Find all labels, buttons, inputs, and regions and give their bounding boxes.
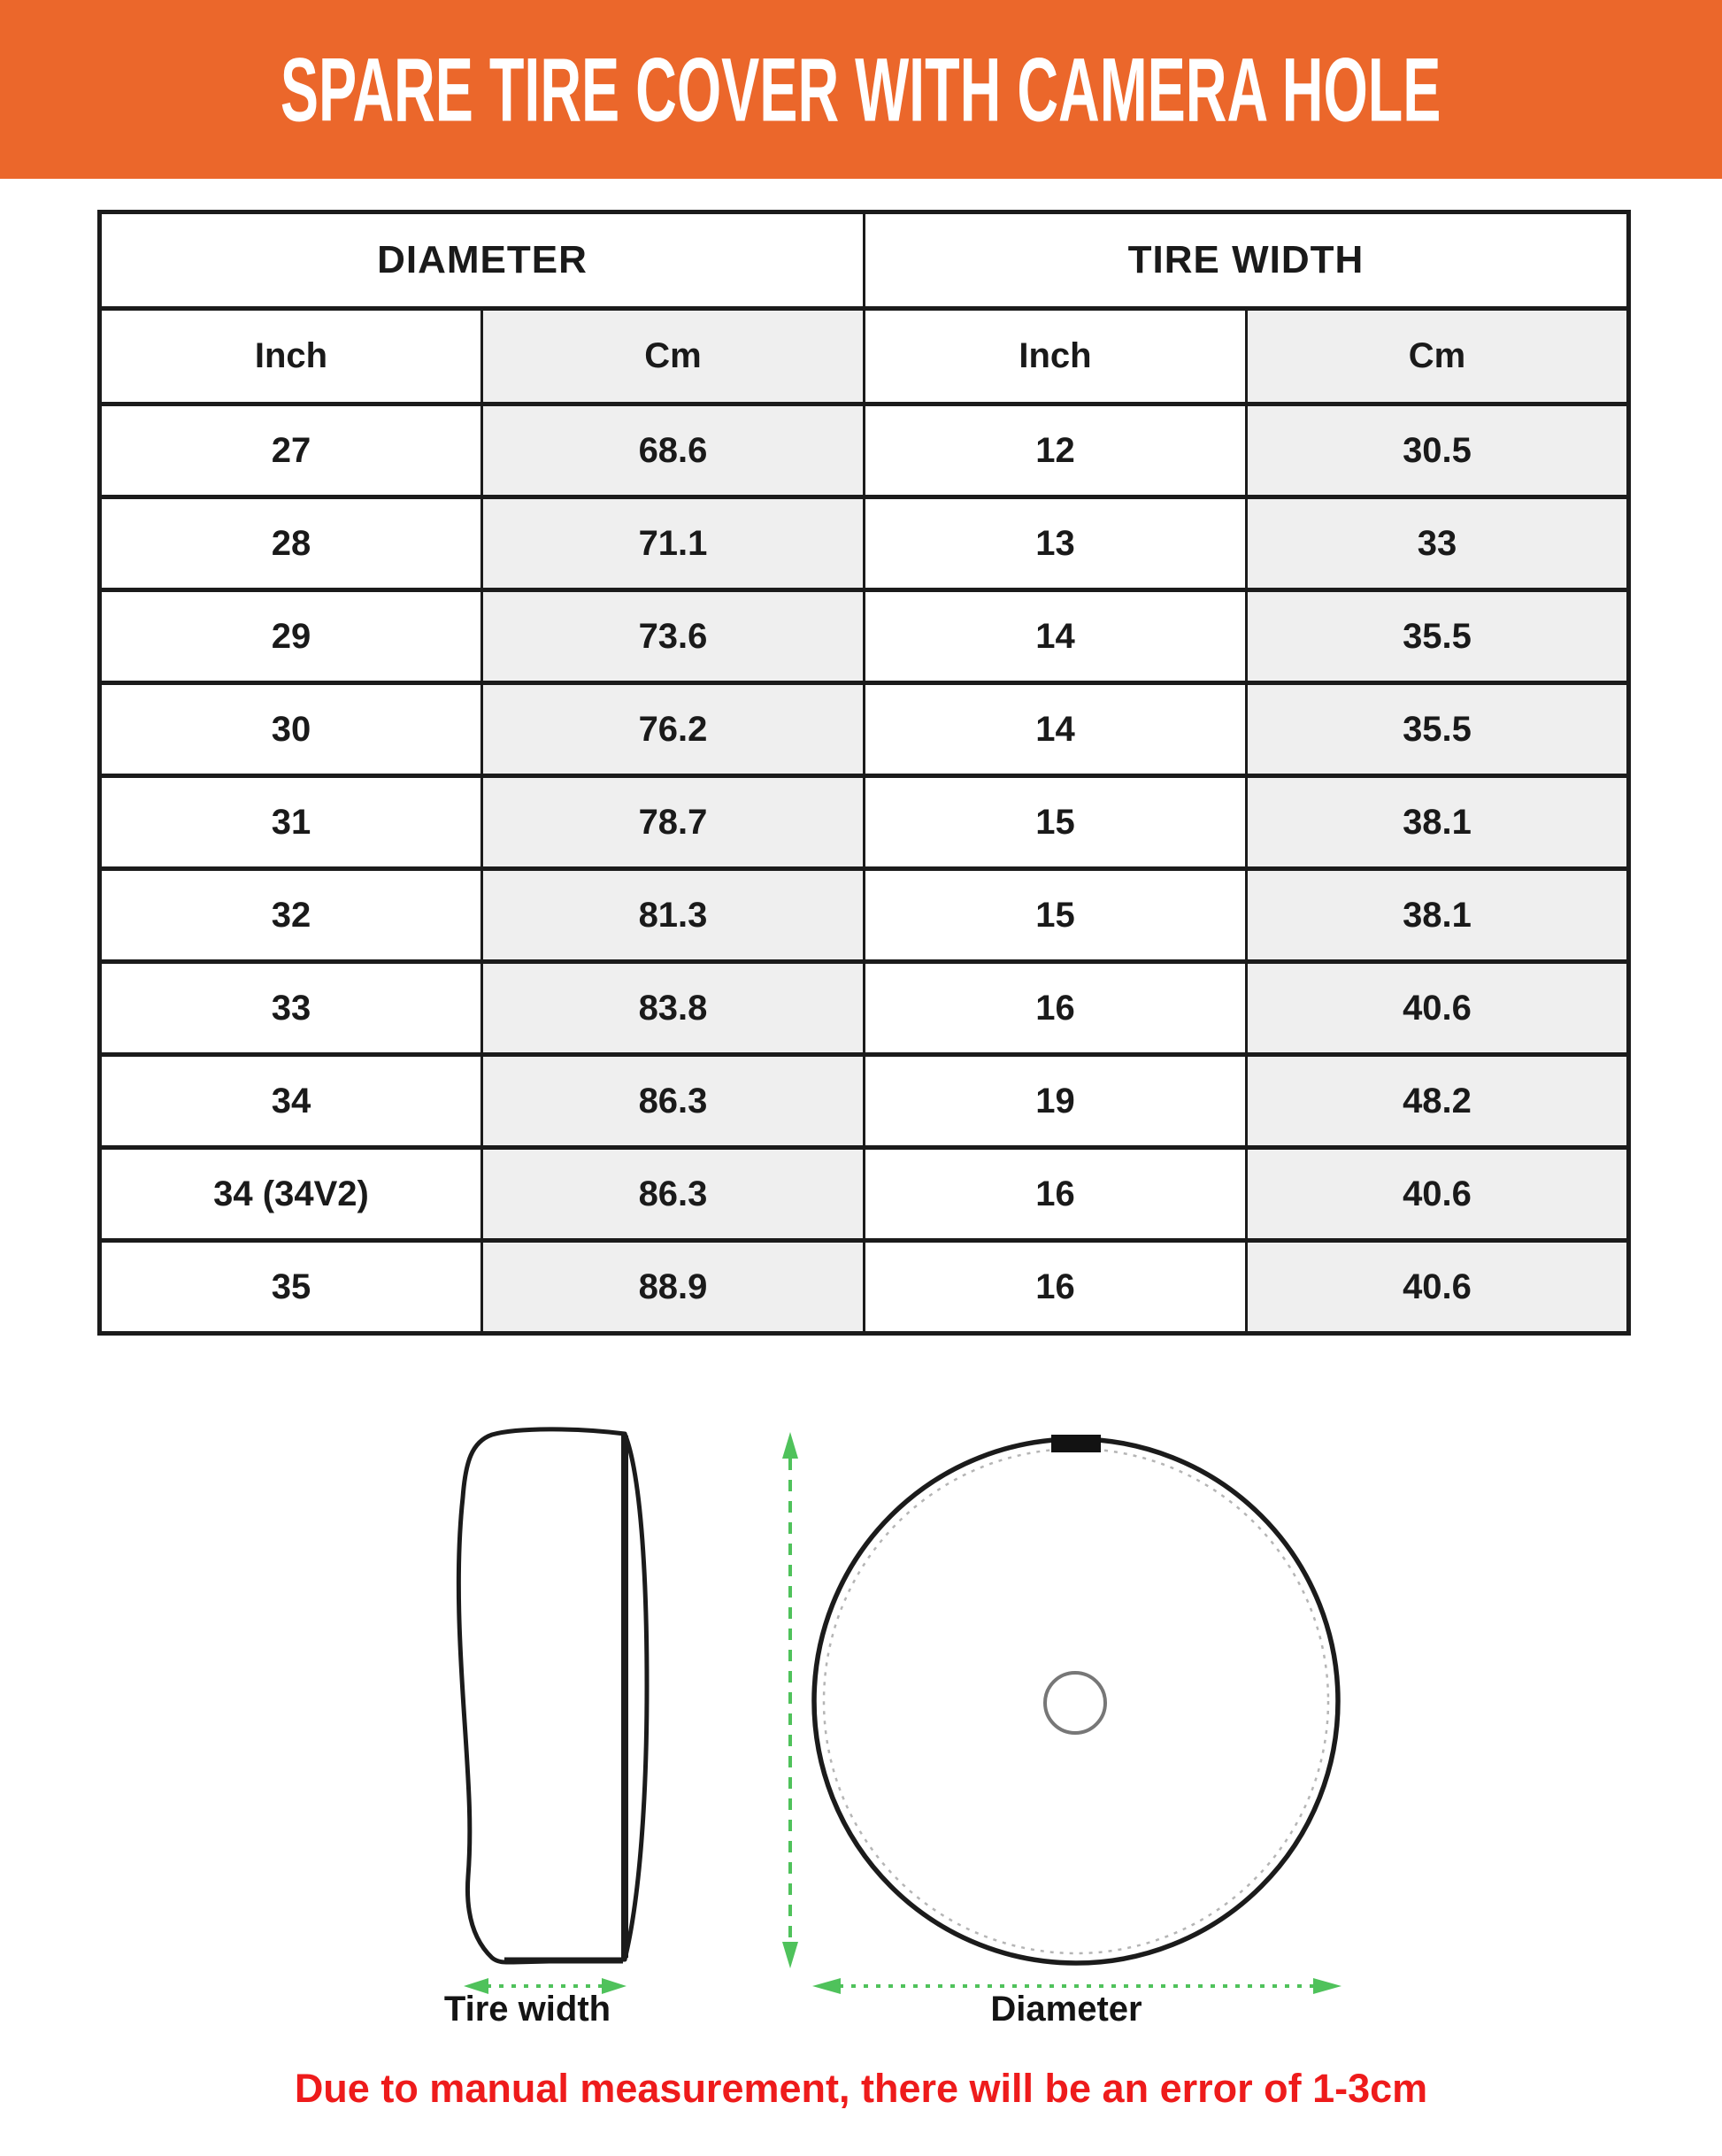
width-cm-cell: 30.5	[1247, 404, 1629, 497]
diameter-cm-cell: 68.6	[482, 404, 865, 497]
column-header-inch: Inch	[100, 309, 482, 404]
diameter-cm-cell: 73.6	[482, 590, 865, 683]
diameter-inch-cell: 27	[100, 404, 482, 497]
diameter-inch-cell: 31	[100, 776, 482, 869]
width-inch-cell: 14	[865, 683, 1247, 776]
width-inch-cell: 14	[865, 590, 1247, 683]
width-inch-cell: 19	[865, 1055, 1247, 1148]
group-header-diameter: DIAMETER	[100, 212, 865, 309]
width-cm-cell: 38.1	[1247, 776, 1629, 869]
width-inch-cell: 15	[865, 869, 1247, 962]
table-row	[100, 776, 1629, 869]
diameter-cm-cell: 76.2	[482, 683, 865, 776]
table-row	[100, 962, 1629, 1055]
diameter-cm-cell: 86.3	[482, 1055, 865, 1148]
table-row	[100, 497, 1629, 590]
measurement-error-note: Due to manual measurement, there will be an error of 1-3cm	[294, 2066, 1428, 2111]
tire-front-view-icon	[814, 1435, 1338, 1963]
diameter-cm-cell: 81.3	[482, 869, 865, 962]
width-cm-cell: 38.1	[1247, 869, 1629, 962]
width-cm-cell: 40.6	[1247, 962, 1629, 1055]
table-group-header-row	[100, 212, 1629, 309]
diameter-inch-cell: 29	[100, 590, 482, 683]
width-inch-cell: 12	[865, 404, 1247, 497]
table-row	[100, 404, 1629, 497]
table-row	[100, 869, 1629, 962]
diameter-inch-cell: 30	[100, 683, 482, 776]
measurement-diagram	[0, 1416, 1722, 2036]
column-header-cm: Cm	[1247, 309, 1629, 404]
diameter-inch-cell: 33	[100, 962, 482, 1055]
tire-width-label: Tire width	[443, 1990, 611, 2029]
column-header-inch: Inch	[865, 309, 1247, 404]
width-inch-cell: 15	[865, 776, 1247, 869]
table-row	[100, 683, 1629, 776]
size-chart-table	[97, 210, 1631, 1336]
tire-side-view-icon	[458, 1429, 647, 1962]
column-header-cm: Cm	[482, 309, 865, 404]
page-title: SPARE TIRE COVER WITH CAMERA HOLE	[281, 38, 1441, 140]
diameter-inch-cell: 35	[100, 1241, 482, 1334]
table-subheader-row	[100, 309, 1629, 404]
hang-tab	[1051, 1435, 1101, 1452]
diameter-cm-cell: 83.8	[482, 962, 865, 1055]
table-row	[100, 590, 1629, 683]
width-cm-cell: 35.5	[1247, 683, 1629, 776]
diameter-inch-cell: 32	[100, 869, 482, 962]
diameter-inch-cell: 34 (34V2)	[100, 1148, 482, 1241]
table-row	[100, 1055, 1629, 1148]
diameter-inch-cell: 28	[100, 497, 482, 590]
width-cm-cell: 40.6	[1247, 1241, 1629, 1334]
width-cm-cell: 33	[1247, 497, 1629, 590]
diameter-cm-cell: 71.1	[482, 497, 865, 590]
width-cm-cell: 48.2	[1247, 1055, 1629, 1148]
width-inch-cell: 16	[865, 1148, 1247, 1241]
group-header-tire-width: TIRE WIDTH	[865, 212, 1629, 309]
header-banner	[0, 0, 1722, 179]
diameter-cm-cell: 86.3	[482, 1148, 865, 1241]
width-inch-cell: 13	[865, 497, 1247, 590]
width-cm-cell: 35.5	[1247, 590, 1629, 683]
width-cm-cell: 40.6	[1247, 1148, 1629, 1241]
height-arrow	[782, 1432, 798, 1968]
width-inch-cell: 16	[865, 1241, 1247, 1334]
table-row	[100, 1148, 1629, 1241]
camera-hole	[1045, 1673, 1105, 1733]
width-inch-cell: 16	[865, 962, 1247, 1055]
table-row	[100, 1241, 1629, 1334]
diameter-inch-cell: 34	[100, 1055, 482, 1148]
diameter-cm-cell: 78.7	[482, 776, 865, 869]
diameter-label: Diameter	[990, 1990, 1142, 2029]
diameter-cm-cell: 88.9	[482, 1241, 865, 1334]
